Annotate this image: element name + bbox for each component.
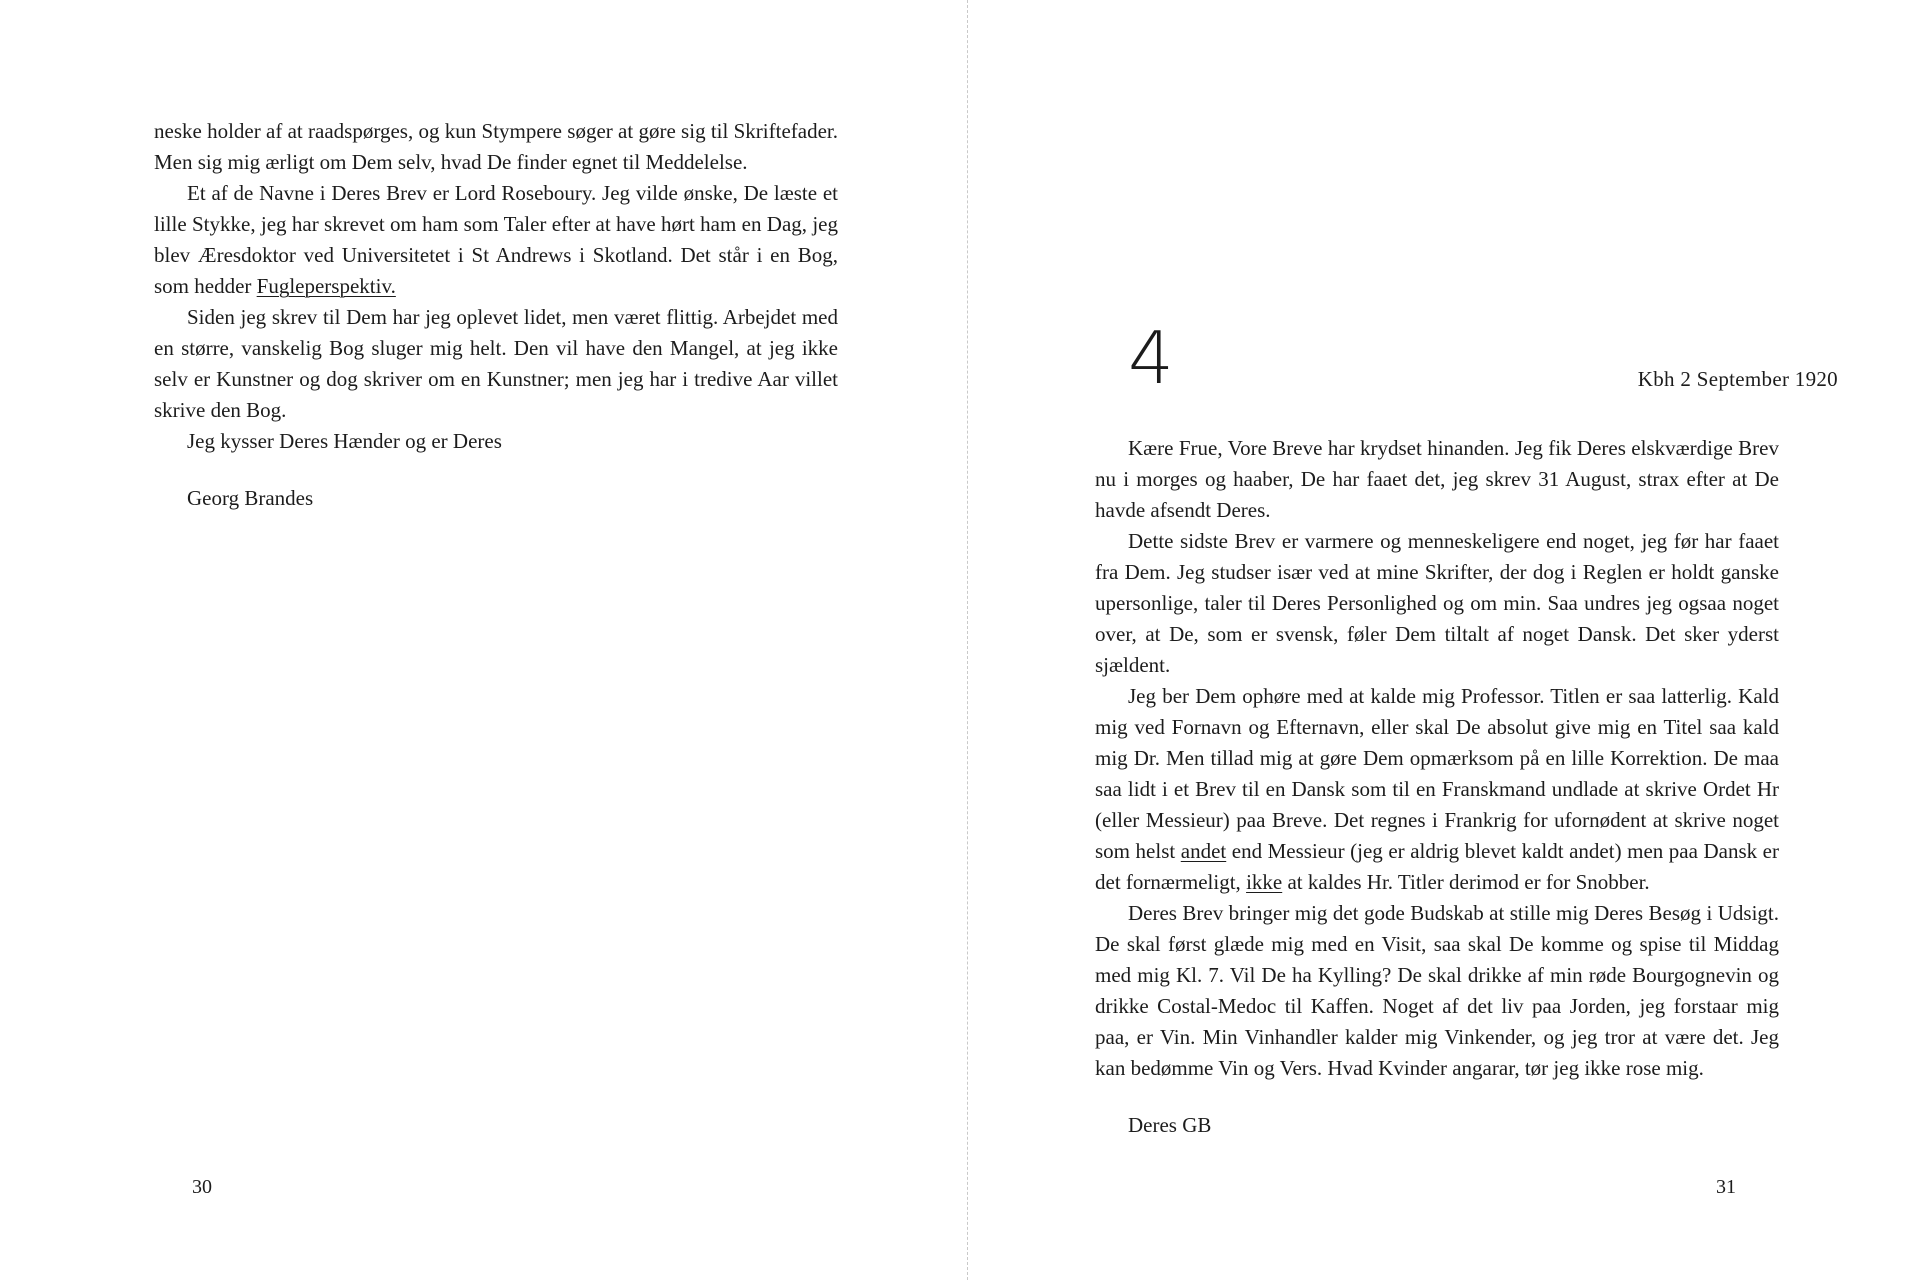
paragraph-text: Jeg kysser Deres Hænder og er Deres (187, 429, 502, 453)
signature: Georg Brandes (187, 486, 314, 510)
paragraph (154, 302, 838, 426)
paragraph (1095, 898, 1779, 1084)
page-number: 30 (192, 1176, 212, 1198)
book-title-underlined: Fugleperspektiv. (256, 274, 396, 298)
paragraph (154, 178, 838, 302)
right-page (968, 0, 1920, 1280)
paragraph-text: Et af de Navne i Deres Brev er Lord Roseboury. Jeg vilde ønske, De læste et lille Stykke, jeg har skrevet om ham som Taler efter at have hørt ham en Dag, jeg blev Æresdoktor ved Universitetet i St Andrews i Skotland. Det står i en Bog, som hedder (154, 181, 838, 298)
closing-line (154, 426, 838, 457)
paragraph-text: neske holder af at raadspørges, og kun Stympere søger at gøre sig til Skriftefader. Men sig mig ærligt om Dem selv, hvad De finder egnet til Meddelelse. (154, 119, 838, 174)
paragraph-text: at kaldes Hr. Titler derimod er for Snobber. (1282, 870, 1650, 894)
letter-date: Kbh 2 September 1920 (1637, 367, 1838, 391)
paragraph (154, 116, 838, 178)
paragraph-text: end Messieur (jeg er aldrig blevet kaldt andet) men paa Dansk er det fornærmeligt, (1095, 839, 1779, 894)
paragraph (1095, 526, 1779, 681)
paragraph-text: Kære Frue, Vore Breve har krydset hinanden. Jeg fik Deres elskværdige Brev nu i morges og haaber, De har faaet det, jeg skrev 31 August, strax efter at De havde afsendt Deres. (1095, 436, 1779, 522)
paragraph (1095, 681, 1779, 898)
paragraph-text: Deres Brev bringer mig det gode Budskab at stille mig Deres Besøg i Udsigt. De skal først glæde mig med en Visit, saa skal De komme og spise til Middag med mig Kl. 7. Vil De ha Kylling? De skal drikke af min røde Bourgognevin og drikke Costal-Medoc til Kaffen. Noget af det liv paa Jorden, jeg forstaar mig paa, er Vin. Min Vinhandler kalder mig Vinkender, og jeg tror at være det. Jeg kan bedømme Vin og Vers. Hvad Kvinder angarar, tør jeg ikke rose mig. (1095, 901, 1779, 1080)
letter-number: 4 (1128, 316, 1174, 400)
paragraph (1095, 433, 1779, 526)
letter-body-continued (154, 116, 838, 514)
page-number: 31 (1716, 1176, 1736, 1198)
paragraph-text: Dette sidste Brev er varmere og menneskeligere end noget, jeg før har faaet fra Dem. Jeg studser især ved at mine Skrifter, der dog i Reglen er holdt ganske upersonlige, taler til Deres Personlighed og om min. Saa undres jeg ogsaa noget over, at De, som er svensk, føler Dem tiltalt af noget Dansk. Det sker yderst sjældent. (1095, 529, 1779, 677)
underlined-word: ikke (1246, 870, 1283, 894)
paragraph-text: Jeg ber Dem ophøre med at kalde mig Professor. Titlen er saa latterlig. Kald mig ved Fornavn og Efternavn, eller skal De absolut give mig en Titel saa kald mig Dr. Men tillad mig at gøre Dem opmærksom på en lille Korrektion. De maa saa lidt i et Brev til en Dansk som til en Franskmand undlade at skrive Ordet Hr (eller Messieur) paa Breve. Det regnes i Frankrig for ufornødent at skrive noget som helst (1095, 684, 1779, 863)
letter-body (1095, 433, 1779, 1141)
signature: Deres GB (1128, 1113, 1212, 1137)
underlined-word: andet (1180, 839, 1227, 863)
paragraph-text: Siden jeg skrev til Dem har jeg oplevet lidet, men været flittig. Arbejdet med en større, vanskelig Bog sluger mig helt. Den vil have den Mangel, at jeg ikke selv er Kunstner og dog skriver om en Kunstner; men jeg har i tredive Aar villet skrive den Bog. (154, 305, 838, 422)
